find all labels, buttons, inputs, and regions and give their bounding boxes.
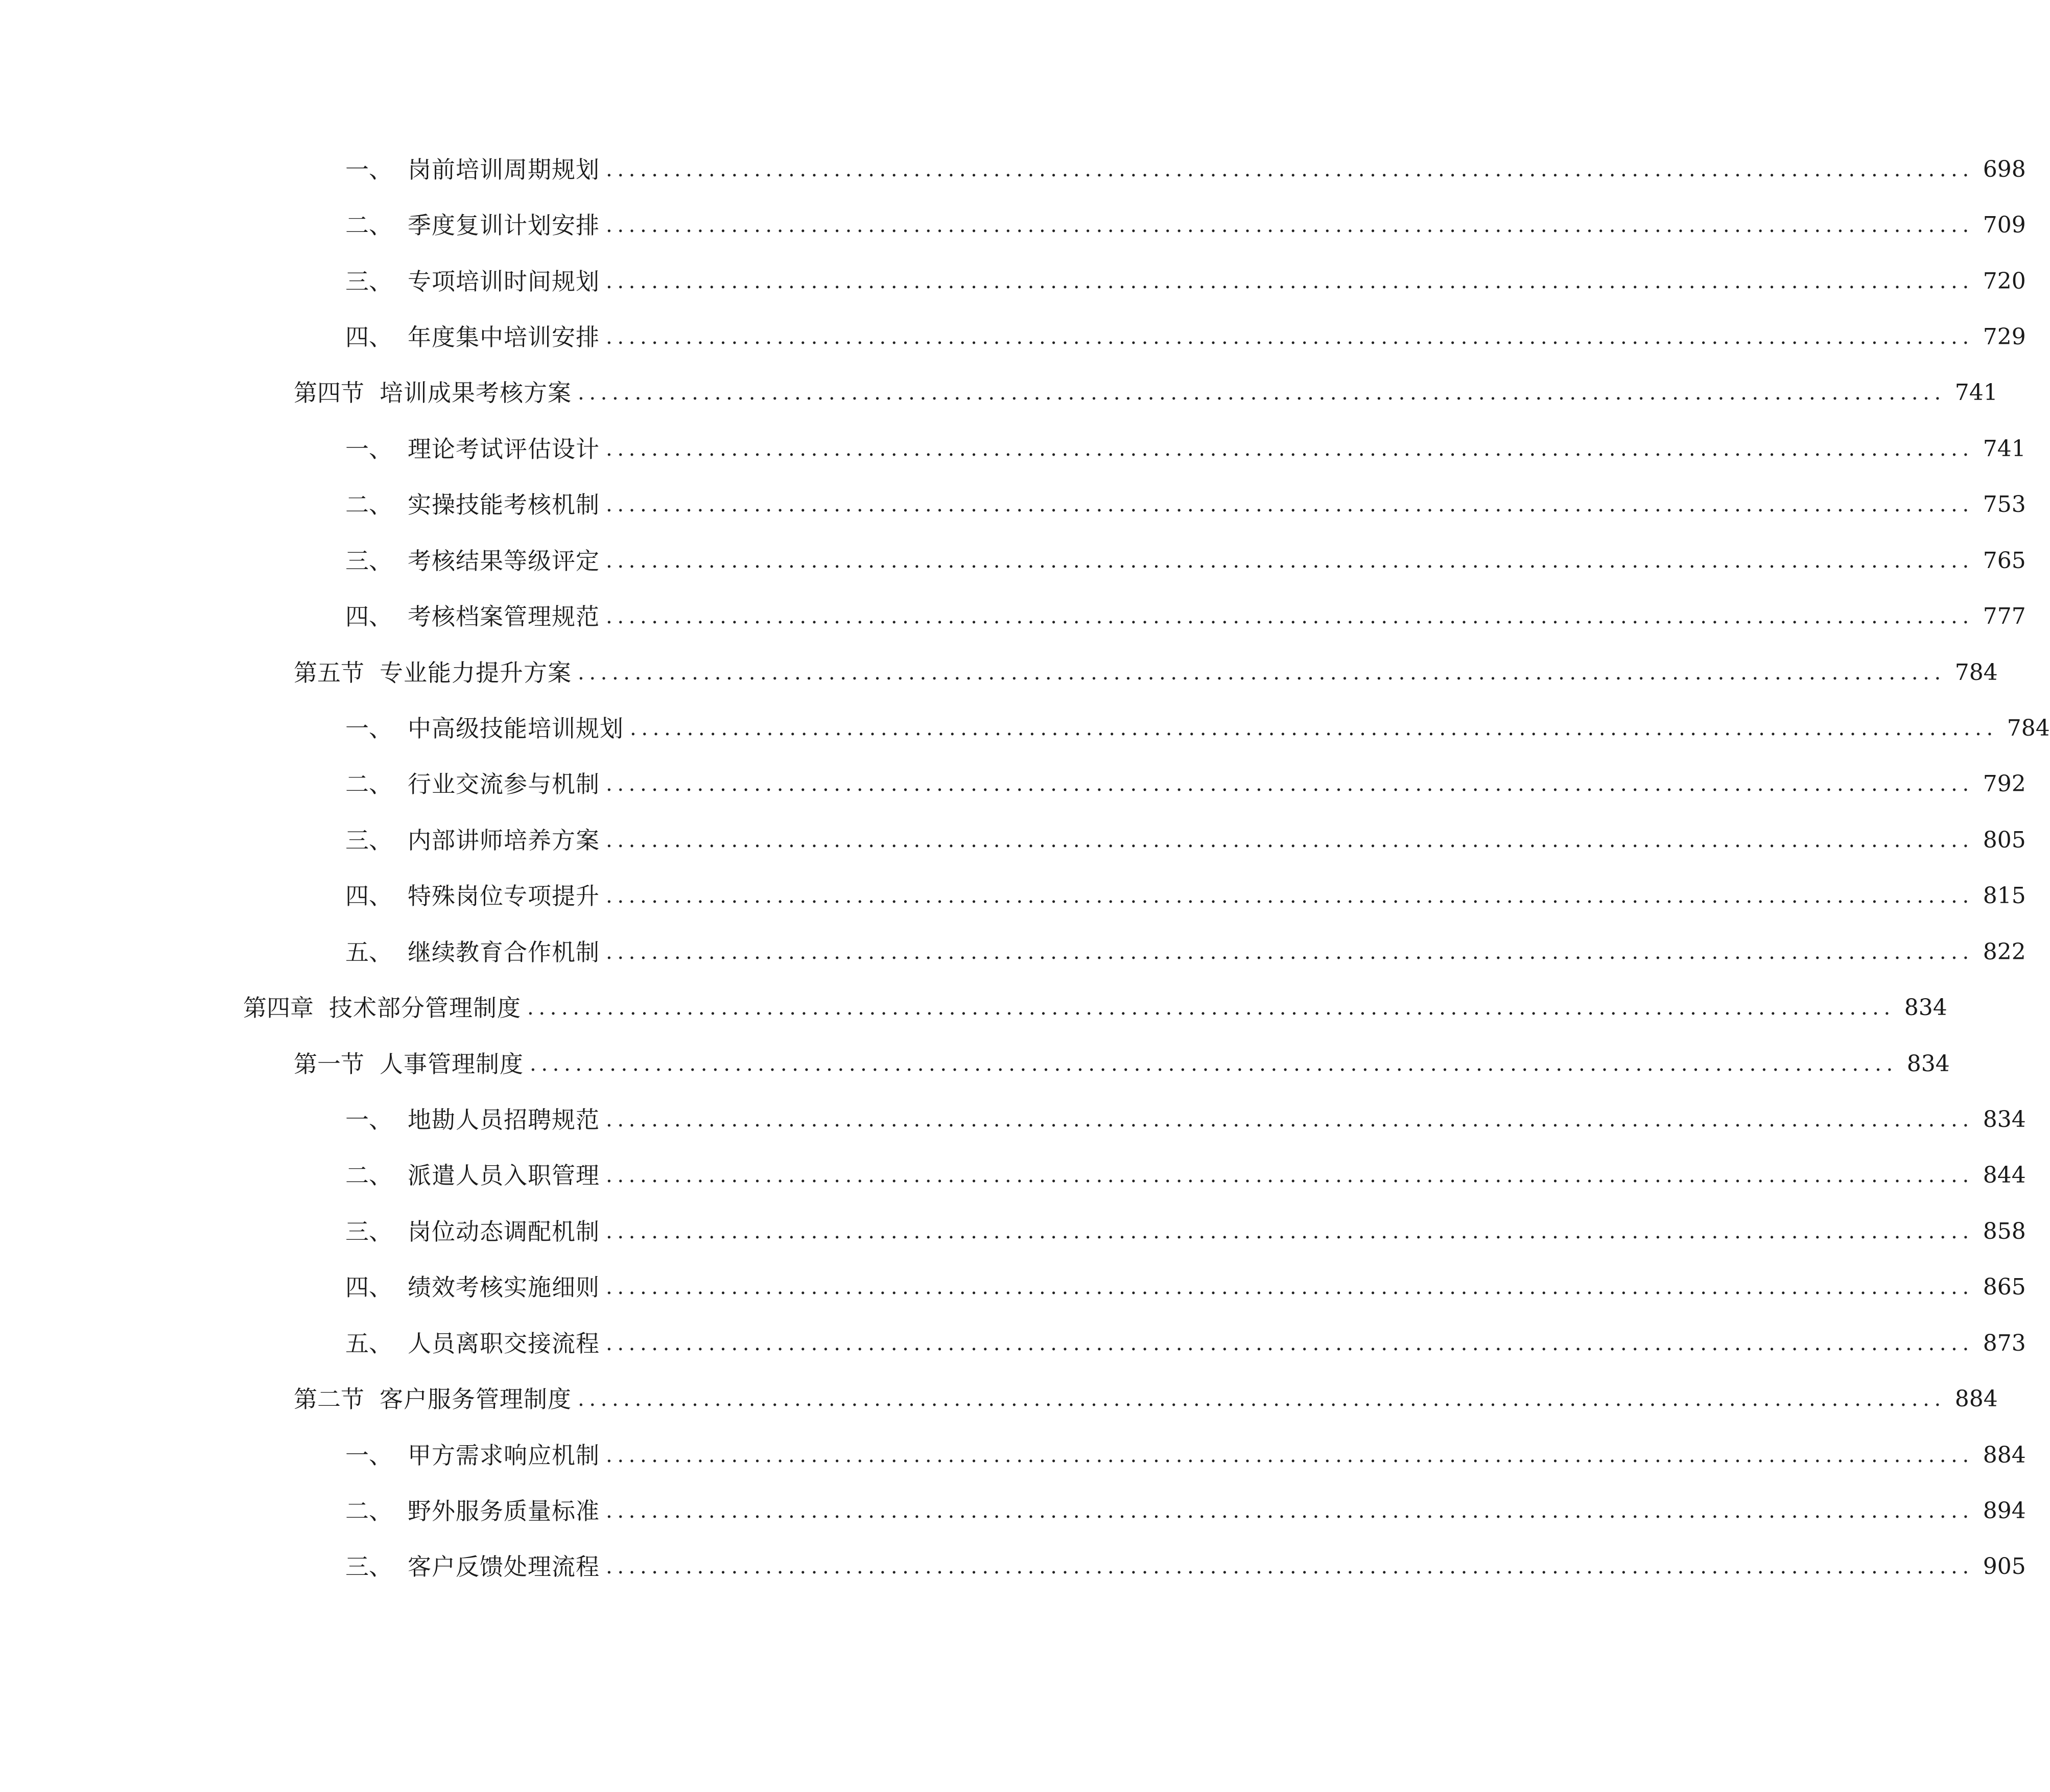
entry-page-number: 709: [1983, 212, 2026, 238]
entry-number: 第一节: [294, 1050, 364, 1078]
entry-title: 客户服务管理制度: [380, 1385, 572, 1413]
toc-entry[interactable]: [345, 264, 2026, 299]
toc-entry-chapter[interactable]: [243, 990, 1947, 1026]
toc-entry[interactable]: [345, 1158, 2026, 1193]
dot-leader: ........................................................................................................................: [606, 1499, 1974, 1523]
entry-page-number: 792: [1983, 771, 2026, 797]
entry-title: 中高级技能培训规划: [408, 715, 624, 742]
entry-page-number: 784: [2007, 715, 2050, 741]
toc-entry[interactable]: [345, 207, 2026, 243]
entry-number: 一、: [345, 715, 392, 742]
entry-page-number: 741: [1983, 436, 2026, 462]
entry-title: 继续教育合作机制: [408, 938, 600, 966]
entry-page-number: 865: [1983, 1274, 2026, 1300]
entry-page-number: 905: [1983, 1553, 2026, 1579]
entry-page-number: 720: [1983, 268, 2026, 294]
entry-page-number: 805: [1983, 827, 2026, 853]
entry-page-number: 884: [1983, 1442, 2026, 1468]
toc-entry-section[interactable]: [294, 1046, 1950, 1082]
entry-page-number: 834: [1983, 1106, 2026, 1133]
dot-leader: ........................................................................................................................: [606, 325, 1974, 349]
dot-leader: ........................................................................................................................: [606, 772, 1974, 796]
entry-number: 一、: [345, 1106, 392, 1134]
entry-page-number: 884: [1954, 1386, 1998, 1412]
toc-entry[interactable]: [345, 878, 2026, 914]
toc-entry[interactable]: [345, 1493, 2026, 1529]
entry-number: 三、: [345, 268, 392, 295]
entry-number: 二、: [345, 1162, 392, 1189]
entry-number: 三、: [345, 827, 392, 854]
entry-number: 一、: [345, 435, 392, 463]
toc-entry[interactable]: [345, 711, 2050, 746]
entry-page-number: 698: [1983, 156, 2026, 182]
dot-leader: ........................................................................................................................: [606, 437, 1974, 461]
entry-title: 技术部分管理制度: [329, 994, 521, 1022]
toc-entry[interactable]: [345, 599, 2026, 634]
entry-page-number: 844: [1983, 1162, 2026, 1188]
entry-title: 绩效考核实施细则: [408, 1274, 600, 1301]
entry-page-number: 753: [1983, 491, 2026, 517]
entry-title: 行业交流参与机制: [408, 770, 600, 798]
entry-title: 培训成果考核方案: [380, 379, 572, 407]
dot-leader: ........................................................................................................................: [606, 158, 1974, 181]
entry-page-number: 822: [1983, 939, 2026, 965]
dot-leader: ........................................................................................................................: [606, 884, 1974, 908]
entry-title: 甲方需求响应机制: [408, 1442, 600, 1469]
entry-title: 客户反馈处理流程: [408, 1553, 600, 1581]
entry-page-number: 784: [1954, 659, 1998, 686]
toc-entry[interactable]: [345, 1549, 2026, 1585]
entry-number: 第五节: [294, 659, 364, 687]
entry-number: 二、: [345, 211, 392, 239]
toc-entry-section[interactable]: [294, 655, 1998, 691]
entry-number: 第四节: [294, 379, 364, 407]
dot-leader: ........................................................................................................................: [606, 605, 1974, 628]
entry-number: 二、: [345, 770, 392, 798]
entry-page-number: 894: [1983, 1498, 2026, 1524]
entry-number: 三、: [345, 1218, 392, 1245]
entry-title: 内部讲师培养方案: [408, 827, 600, 854]
entry-number: 四、: [345, 1274, 392, 1301]
toc-entry[interactable]: [345, 1269, 2026, 1305]
entry-title: 人员离职交接流程: [408, 1330, 600, 1357]
dot-leader: ........................................................................................................................: [606, 829, 1974, 852]
entry-title: 专项培训时间规划: [408, 268, 600, 295]
dot-leader: ........................................................................................................................: [578, 381, 1946, 405]
entry-number: 四、: [345, 603, 392, 630]
entry-page-number: 834: [1904, 995, 1947, 1021]
entry-title: 岗位动态调配机制: [408, 1218, 600, 1245]
entry-title: 季度复训计划安排: [408, 211, 600, 239]
entry-title: 实操技能考核机制: [408, 491, 600, 518]
dot-leader: ........................................................................................................................: [606, 1444, 1974, 1467]
entry-title: 地勘人员招聘规范: [408, 1106, 600, 1134]
toc-entry[interactable]: [345, 1102, 2026, 1138]
toc-entry[interactable]: [345, 766, 2026, 802]
toc-entry-section[interactable]: [294, 375, 1998, 411]
entry-page-number: 858: [1983, 1218, 2026, 1244]
entry-number: 第二节: [294, 1385, 364, 1413]
dot-leader: ........................................................................................................................: [606, 1555, 1974, 1578]
dot-leader: ........................................................................................................................: [606, 493, 1974, 516]
entry-page-number: 729: [1983, 324, 2026, 350]
toc-entry[interactable]: [345, 1214, 2026, 1249]
toc-entry[interactable]: [345, 1437, 2026, 1473]
entry-page-number: 834: [1906, 1051, 1950, 1077]
dot-leader: ........................................................................................................................: [606, 549, 1974, 573]
entry-number: 一、: [345, 1442, 392, 1469]
dot-leader: ........................................................................................................................: [606, 214, 1974, 237]
dot-leader: ........................................................................................................................: [578, 1387, 1946, 1411]
toc-entry[interactable]: [345, 822, 2026, 858]
entry-title: 考核结果等级评定: [408, 547, 600, 575]
entry-page-number: 873: [1983, 1330, 2026, 1356]
entry-number: 二、: [345, 491, 392, 518]
entry-title: 派遣人员入职管理: [408, 1162, 600, 1189]
entry-number: 第四章: [243, 994, 314, 1022]
entry-number: 五、: [345, 938, 392, 966]
entry-title: 年度集中培训安排: [408, 323, 600, 351]
entry-number: 五、: [345, 1330, 392, 1357]
toc-entry[interactable]: [345, 543, 2026, 579]
toc-entry[interactable]: [345, 319, 2026, 355]
entry-title: 理论考试评估设计: [408, 435, 600, 463]
entry-page-number: 741: [1954, 380, 1998, 406]
entry-number: 四、: [345, 882, 392, 910]
toc-entry[interactable]: [345, 934, 2026, 970]
entry-page-number: 765: [1983, 548, 2026, 574]
dot-leader: ........................................................................................................................: [606, 940, 1974, 964]
dot-leader: ........................................................................................................................: [606, 1220, 1974, 1243]
entry-number: 三、: [345, 1553, 392, 1581]
dot-leader: ........................................................................................................................: [606, 1276, 1974, 1299]
entry-number: 二、: [345, 1497, 392, 1525]
dot-leader: ........................................................................................................................: [606, 270, 1974, 293]
dot-leader: ........................................................................................................................: [578, 661, 1946, 685]
toc-entry[interactable]: [345, 1326, 2026, 1361]
dot-leader: ........................................................................................................................: [527, 996, 1895, 1020]
entry-title: 野外服务质量标准: [408, 1497, 600, 1525]
entry-title: 考核档案管理规范: [408, 603, 600, 630]
dot-leader: ........................................................................................................................: [530, 1052, 1898, 1076]
toc-entry[interactable]: [345, 487, 2026, 523]
entry-page-number: 815: [1983, 883, 2026, 909]
toc-entry[interactable]: [345, 431, 2026, 467]
entry-page-number: 777: [1983, 603, 2026, 629]
entry-number: 一、: [345, 156, 392, 183]
dot-leader: ........................................................................................................................: [606, 1164, 1974, 1187]
dot-leader: ........................................................................................................................: [606, 1332, 1974, 1355]
dot-leader: ........................................................................................................................: [606, 1108, 1974, 1131]
dot-leader: ........................................................................................................................: [630, 717, 1998, 740]
entry-title: 岗前培训周期规划: [408, 156, 600, 183]
entry-title: 特殊岗位专项提升: [408, 882, 600, 910]
entry-number: 四、: [345, 323, 392, 351]
toc-entry-section[interactable]: [294, 1381, 1998, 1417]
entry-number: 三、: [345, 547, 392, 575]
toc-entry[interactable]: [345, 152, 2026, 187]
entry-title: 专业能力提升方案: [380, 659, 572, 687]
entry-title: 人事管理制度: [380, 1050, 524, 1078]
